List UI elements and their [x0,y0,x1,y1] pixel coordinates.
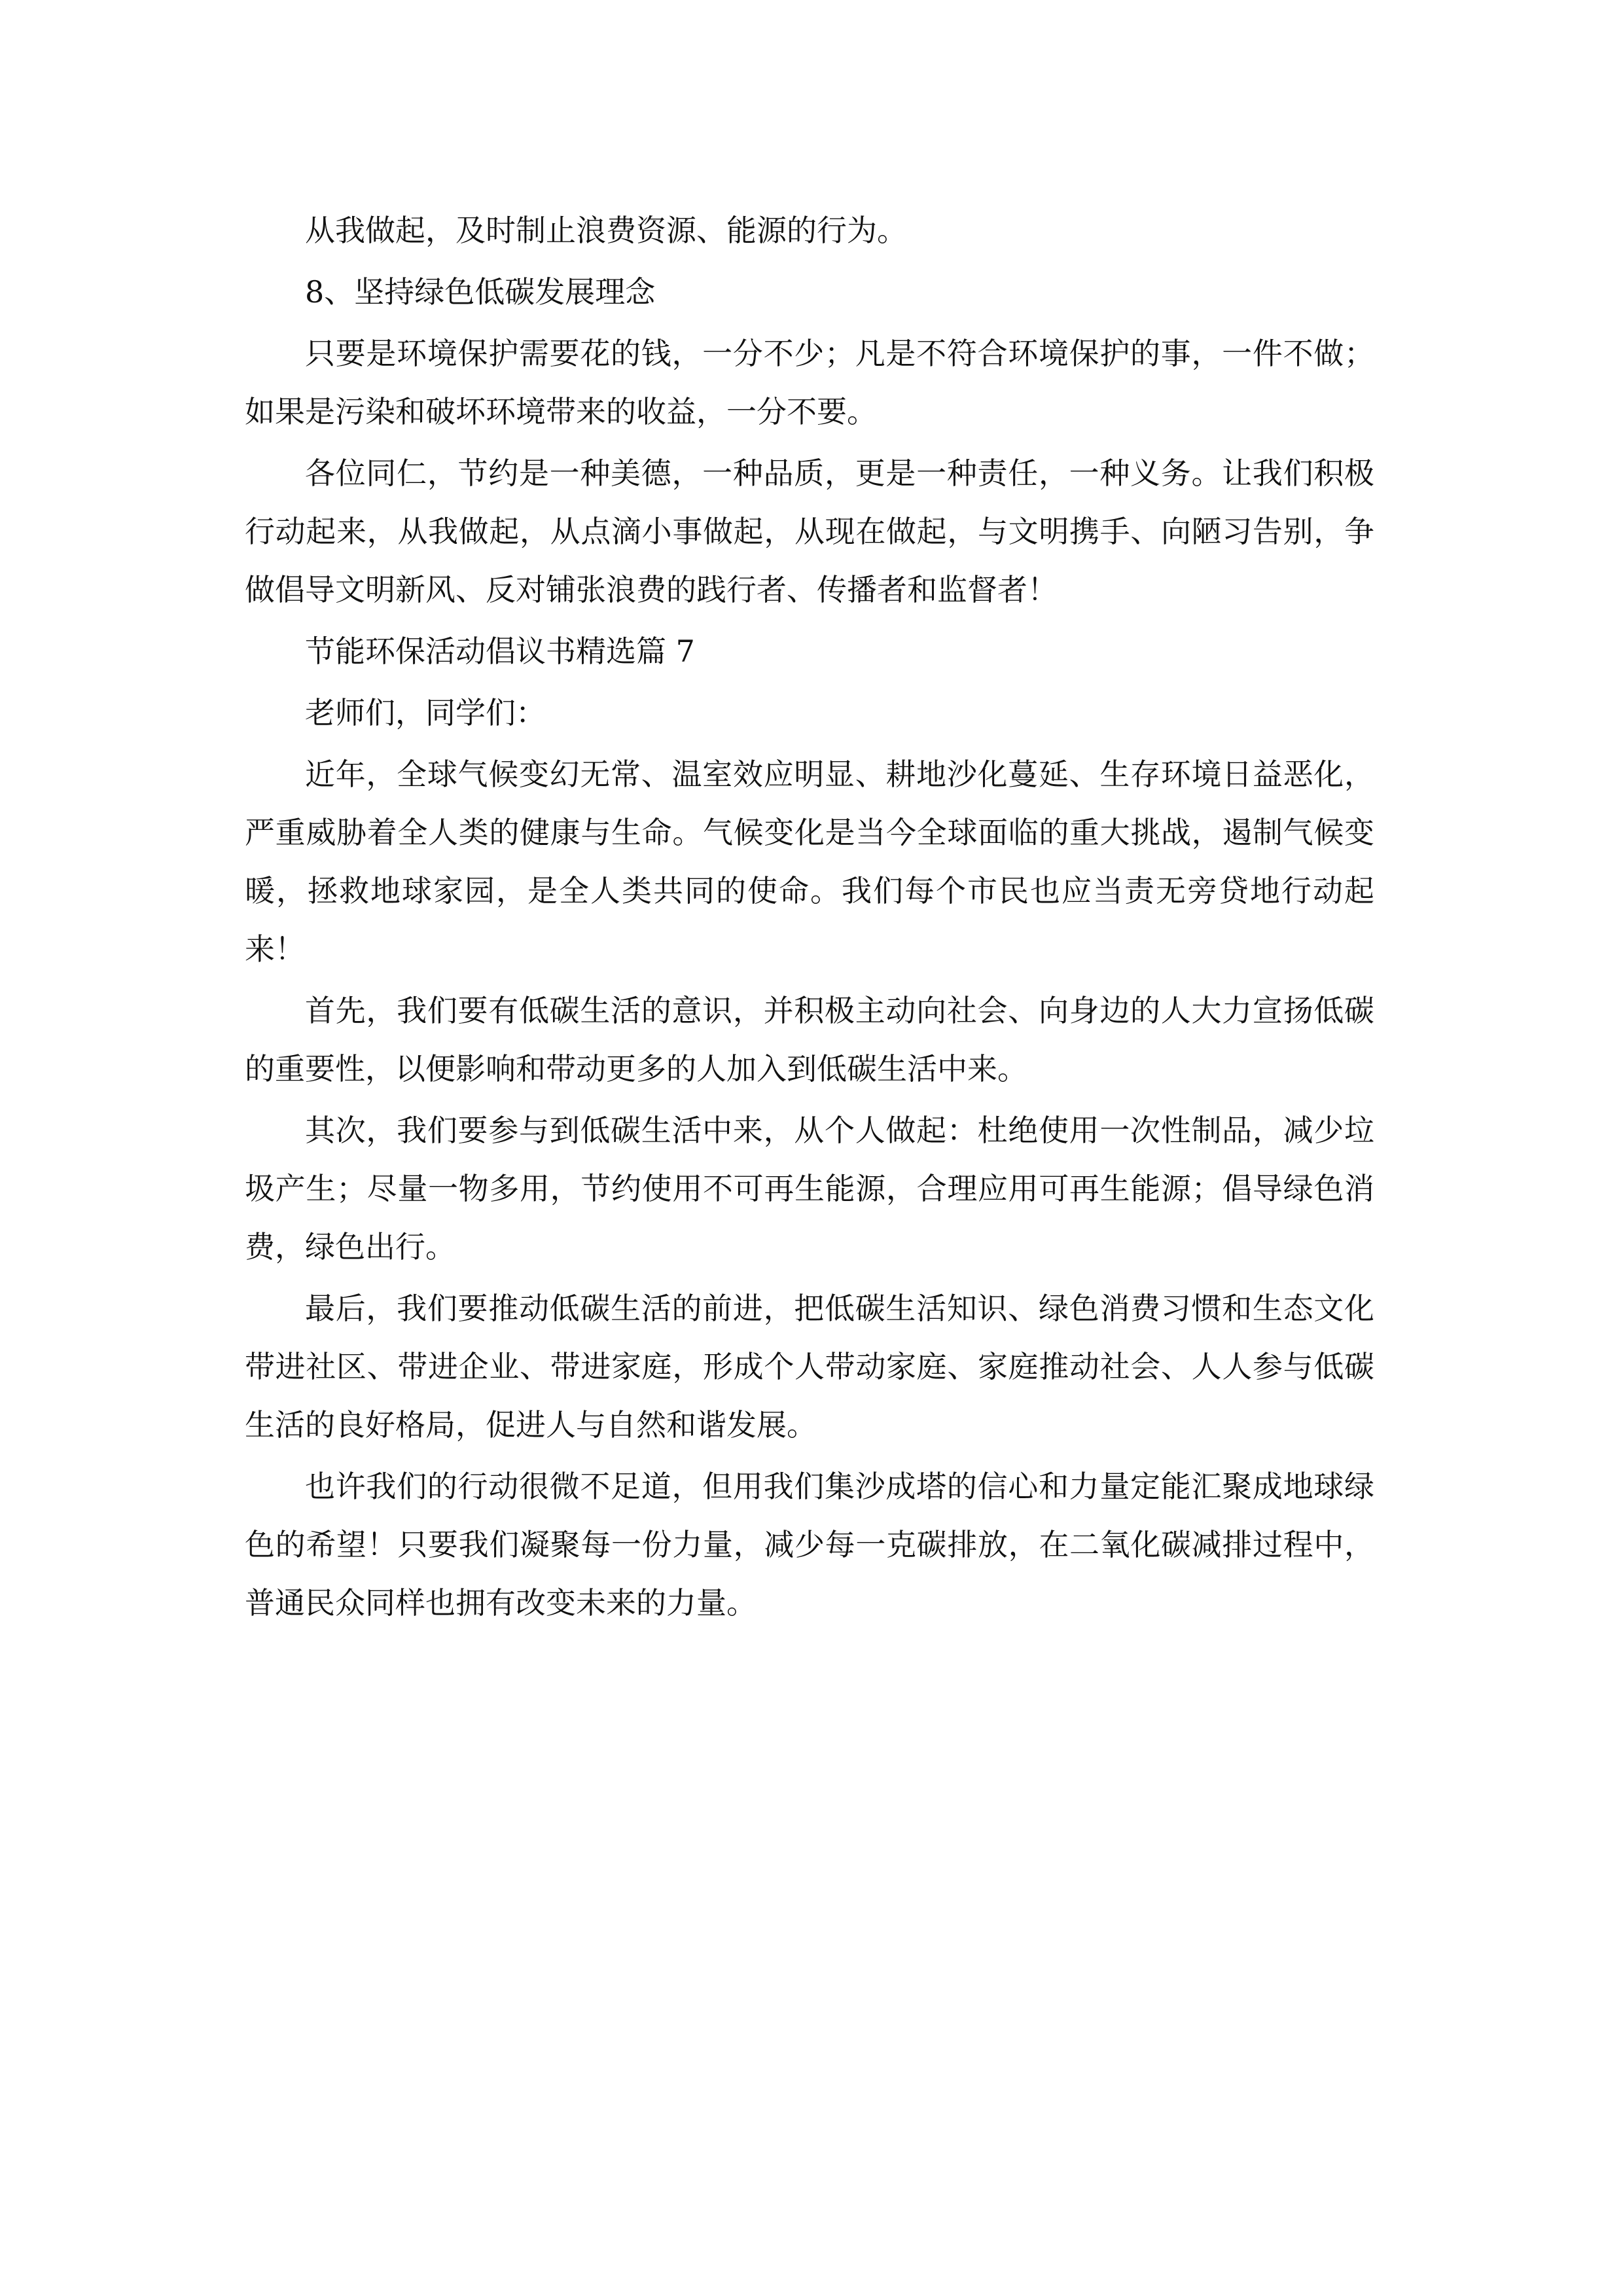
paragraph-continuation: 从我做起，及时制止浪费资源、能源的行为。 [305,213,907,248]
document-body [245,202,1374,1632]
paragraph: 首先，我们要有低碳生活的意识，并积极主动向社会、向身边的人大力宣扬低碳的重要性，以便影响和带动更多的人加入到低碳生活中来。 [245,993,1374,1086]
paragraph: 近年，全球气候变幻无常、温室效应明显、耕地沙化蔓延、生存环境日益恶化，严重威胁着全人类的健康与生命。气候变化是当今全球面临的重大挑战，遏制气候变暖，拯救地球家园，是全人类共同的使命。我们每个市民也应当责无旁贷地行动起来！ [245,757,1374,967]
paragraph: 其次，我们要参与到低碳生活中来，从个人做起：杜绝使用一次性制品，减少垃圾产生；尽量一物多用，节约使用不可再生能源，合理应用可再生能源；倡导绿色消费，绿色出行。 [245,1113,1374,1265]
paragraph: 各位同仁，节约是一种美德，一种品质，更是一种责任，一种义务。让我们积极行动起来，从我做起，从点滴小事做起，从现在做起，与文明携手、向陋习告别，争做倡导文明新风、反对铺张浪费的践行者、传播者和监督者！ [245,456,1374,607]
paragraph: 最后，我们要推动低碳生活的前进，把低碳生活知识、绿色消费习惯和生态文化带进社区、带进企业、带进家庭，形成个人带动家庭、家庭推动社会、人人参与低碳生活的良好格局，促进人与自然和谐发展。 [245,1291,1374,1443]
salutation: 老师们，同学们： [305,695,546,730]
paragraph: 也许我们的行动很微不足道，但用我们集沙成塔的信心和力量定能汇聚成地球绿色的希望！只要我们凝聚每一份力量，减少每一克碳排放，在二氧化碳减排过程中，普通民众同样也拥有改变未来的力量。 [245,1469,1374,1621]
paragraph: 只要是环境保护需要花的钱，一分不少；凡是不符合环境保护的事，一件不做；如果是污染和破坏环境带来的收益，一分不要。 [245,336,1374,429]
section-heading-8: 8、坚持绿色低碳发展理念 [305,274,656,310]
article-title: 节能环保活动倡议书精选篇 7 [305,634,695,669]
